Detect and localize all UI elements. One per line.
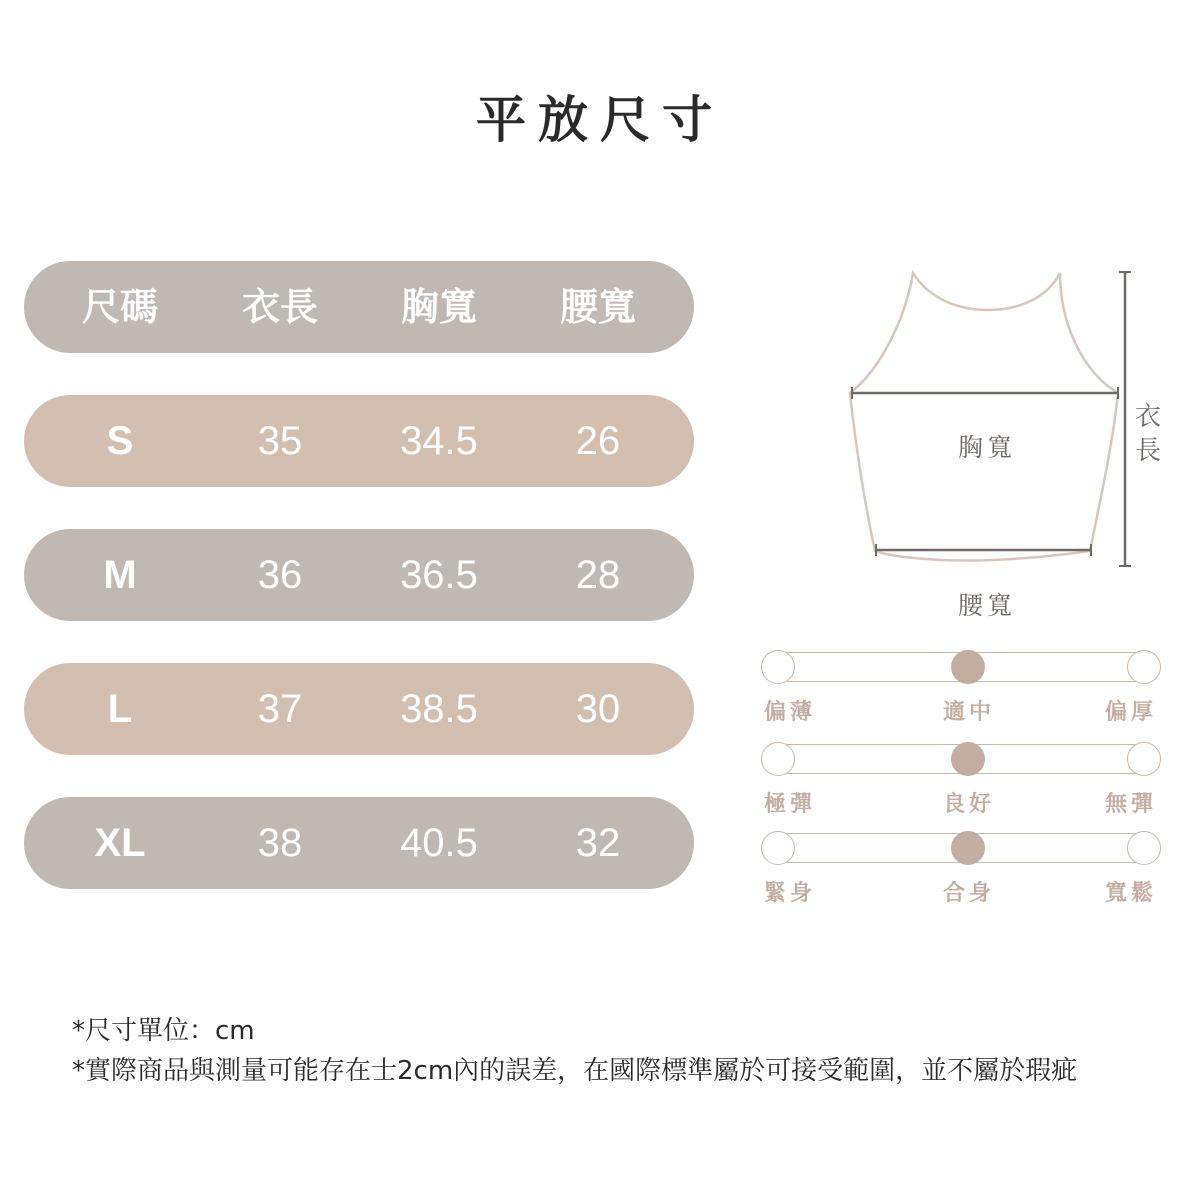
header-size: 尺碼 (81, 285, 158, 329)
length-cell: 36 (257, 553, 303, 597)
scale-option-middle-selected (951, 831, 985, 865)
chest-cell: 36.5 (400, 553, 478, 597)
length-label: 衣長 (1134, 402, 1161, 466)
length-cell: 38 (257, 821, 303, 865)
scale-middle-label: 適中 (943, 700, 996, 725)
unit-note: *尺寸單位：cm (72, 1016, 255, 1046)
waist-label: 腰寬 (958, 591, 1017, 620)
table-row (24, 395, 694, 487)
size-cell: XL (94, 821, 146, 865)
table-row (24, 663, 694, 755)
scale-option-middle-selected (951, 742, 985, 776)
length-cell: 35 (257, 419, 303, 463)
size-cell: M (103, 553, 137, 597)
header-chest: 胸寬 (400, 285, 477, 329)
scale-option-left (761, 742, 795, 776)
scale-right-label: 無彈 (1105, 792, 1158, 817)
scale-left-label: 偏薄 (764, 700, 817, 725)
scale-option-right (1127, 831, 1161, 865)
waist-cell: 28 (575, 553, 621, 597)
header-length: 衣長 (241, 285, 318, 329)
scale-right-label: 寬鬆 (1105, 881, 1158, 906)
chest-cell: 34.5 (400, 419, 478, 463)
scale-option-middle-selected (951, 650, 985, 684)
size-cell: S (106, 419, 134, 463)
scale-middle-label: 良好 (943, 792, 996, 817)
scale-right-label: 偏厚 (1105, 700, 1158, 725)
size-cell: L (107, 687, 133, 731)
page-title: 平放尺寸 (476, 91, 724, 149)
length-cell: 37 (257, 687, 303, 731)
scale-option-left (761, 831, 795, 865)
scale-middle-label: 合身 (943, 881, 996, 906)
table-row (24, 529, 694, 621)
tolerance-note: *實際商品與測量可能存在士2cm內的誤差，在國際標準屬於可接受範圍，並不屬於瑕疵 (72, 1056, 1078, 1086)
chest-label: 胸寬 (958, 433, 1017, 462)
scale-option-right (1127, 650, 1161, 684)
chest-cell: 40.5 (400, 821, 478, 865)
scale-option-left (761, 650, 795, 684)
scale-left-label: 極彈 (764, 792, 817, 817)
scale-option-right (1127, 742, 1161, 776)
header-waist: 腰寬 (559, 285, 636, 329)
scale-left-label: 緊身 (764, 881, 817, 906)
waist-cell: 26 (575, 419, 621, 463)
waist-cell: 32 (575, 821, 621, 865)
table-row (24, 797, 694, 889)
garment-outline (850, 273, 1118, 561)
waist-cell: 30 (575, 687, 621, 731)
table-header-row (24, 261, 694, 353)
chest-cell: 38.5 (400, 687, 478, 731)
